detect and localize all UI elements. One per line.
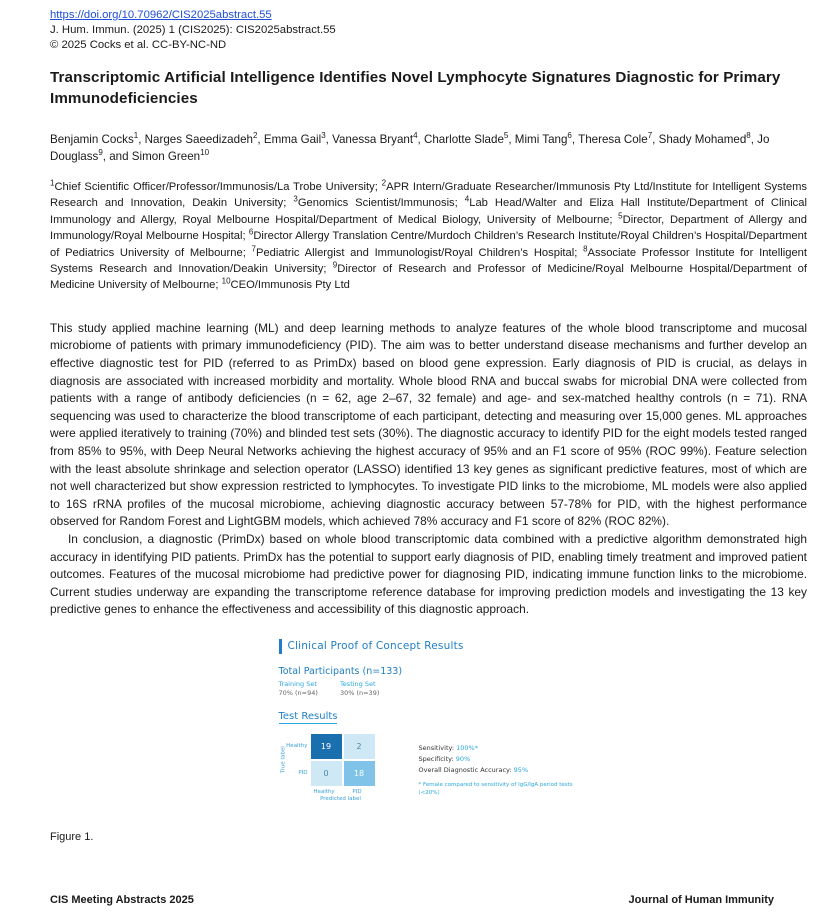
matrix-cell-1-0: 0 xyxy=(310,760,343,787)
journal-citation: J. Hum. Immun. (2025) 1 (CIS2025): CIS2025abstract.55 xyxy=(50,24,336,36)
matrix-cell-1-1: 18 xyxy=(343,760,376,787)
footer-left: CIS Meeting Abstracts 2025 xyxy=(50,894,194,906)
page-title: Transcriptomic Artificial Intelligence Identifies Novel Lymphocyte Signatures Diagnostic for Primary Immunodeficiencies xyxy=(50,69,781,107)
metric-accuracy xyxy=(419,765,579,776)
test-results-heading: Test Results xyxy=(278,710,338,722)
figure-title: Clinical Proof of Concept Results xyxy=(287,640,464,653)
copyright-line: © 2025 Cocks et al. CC-BY-NC-ND xyxy=(50,39,227,51)
footer-right: Journal of Human Immunity xyxy=(628,894,774,906)
abstract-paragraph-1: This study applied machine learning (ML) and deep learning methods to analyze features of the whole blood transcriptome and mucosal microbiome of patients with primary immunodeficiency (PID). The aim was to better understand disease mechanisms and further develop an effective diagnostic test for PID (referred to as PrimDx) based on blood gene expression. Early diagnosis of PID is crucial, as delays in diagnosis are associated with increased morbidity and mortality. Whole blood RNA and buccal swabs for microbial DNA were collected from patients with a range of antibody deficiencies (n = 62, age 2–67, 32 female) and age- and sex-matched healthy controls (n = 71). RNA sequencing was used to characterize the blood transcriptome of each participant, detecting and measuring over 15,000 genes. ML approaches were applied iteratively to training (70%) and blinded test sets (30%). The diagnostic accuracy to identify PID for the eight models tested ranged from 85% to 95%, with Deep Neural Networks achieving the highest accuracy of 95% and an F1 score of 95% (ROC 99%). Feature selection with the least absolute shrinkage and selection operator (LASSO) identified 13 key genes as significant predictive features, most of which are not well characterized but show expression restricted to lymphocytes. To investigate PID links to the microbiome, ML models were also applied to 16S rRNA profiles of the mucosal microbiome, achieving diagnostic accuracy between 57-78% for PID, with the highest performance observed for Random Forest and LightGBM models, which achieved 78% accuracy and F1 score of 82% (ROC 82%). xyxy=(50,320,807,529)
doi-link[interactable]: https://doi.org/10.70962/CIS2025abstract.55 xyxy=(50,9,272,21)
dataset-splits xyxy=(279,680,579,698)
abstract xyxy=(50,320,807,619)
affiliations: $^1$Chief Scientific Officer/Professor/Immunosis/La Trobe University; $^2$APR Intern/Graduate Researcher/Immunosis Pty Ltd/Institute for Intelligent Systems Research and Innovation, Deakin University; $^3$Genomics Scientist/Immunosis; $^4$Lab Head/Walter and Eliza Hall Institute/Department of Clinical Immunology and Allergy, Royal Melbourne Hospital/Department of Medical Biology, University of Melbourne; $^5$Director, Department of Allergy and Immunology/Royal Melbourne Hospital; $^6$Director Allergy Translation Centre/Murdoch Children’s Research Institute/Royal Children’s Hospital/Department of Pediatrics University of Melbourne; $^7$Pediatric Allergist and Immunologist/Royal Children’s Hospital; $^8$Associate Professor Institute for Intelligent Systems Research and Innovation/Deakin University; $^9$Director of Research and Professor of Medicine/Royal Melbourne Hospital/Department of Medicine University of Melbourne; $^{10}$CEO/Immunosis Pty Ltd xyxy=(50,178,807,292)
clinical-results-figure xyxy=(279,639,579,819)
metric-specificity-value: 90% xyxy=(455,754,471,763)
split-training xyxy=(279,680,318,698)
matrix-y-ticks xyxy=(288,733,310,787)
figure-container xyxy=(50,639,807,819)
matrix-x-tick-healthy: Healthy xyxy=(313,788,335,795)
matrix-x-tick-pid: PID xyxy=(352,788,362,795)
split-testing-label: Testing Set xyxy=(339,679,376,688)
matrix-y-tick-pid: PID xyxy=(298,770,308,777)
split-training-label: Training Set xyxy=(278,679,317,688)
metric-footnote: * Female compared to sensitivity of IgG/IgA period tests (<20%) xyxy=(418,781,573,796)
metric-specificity xyxy=(419,754,579,765)
figure-caption: Figure 1. xyxy=(50,830,94,843)
metrics-list xyxy=(419,743,579,797)
article-content xyxy=(50,8,807,843)
matrix-cell-0-0: 19 xyxy=(310,733,343,760)
split-testing xyxy=(340,680,379,698)
figure-heading xyxy=(279,639,579,654)
page-footer xyxy=(50,894,774,906)
metric-accuracy-value: 95% xyxy=(513,765,529,774)
split-training-value: 70% (n=94) xyxy=(278,688,318,697)
metric-sensitivity-label: Sensitivity: xyxy=(418,743,455,752)
metric-sensitivity-value: 100%* xyxy=(456,743,478,752)
author-list: Benjamin Cocks$^1$, Narges Saeedizadeh$^2$, Emma Gail$^3$, Vanessa Bryant$^4$, Charlotte Slade$^5$, Mimi Tang$^6$, Theresa Cole$^7$, Shady Mohamed$^8$, Jo Douglass$^9$, and Simon Green$^{10}$ xyxy=(50,131,770,163)
metric-accuracy-label: Overall Diagnostic Accuracy: xyxy=(418,765,512,774)
split-testing-value: 30% (n=39) xyxy=(339,688,380,697)
matrix-y-axis-label: True label xyxy=(280,746,286,774)
abstract-paragraph-2: In conclusion, a diagnostic (PrimDx) based on whole blood transcriptomic data combined with a predictive algorithm demonstrated high accuracy in identifying PID patients. PrimDx has the potential to support early diagnosis of PID, enabling timely treatment and improved patient outcomes. Features of the mucosal microbiome had predictive power for diagnosing PID, indicating immune function links to the microbiome. Current studies underway are expanding the transcriptome reference database for improving prediction models and investigating the 13 key predictive genes to enhance the effectiveness and accessibility of this diagnostic approach. xyxy=(50,531,807,617)
metric-specificity-label: Specificity: xyxy=(418,754,454,763)
accent-bar-icon xyxy=(279,639,282,654)
metric-sensitivity xyxy=(419,743,579,754)
matrix-cell-0-1: 2 xyxy=(343,733,376,760)
matrix-y-tick-healthy: Healthy xyxy=(286,743,308,750)
confusion-matrix xyxy=(310,733,376,787)
participants-heading: Total Participants (n=133) xyxy=(278,665,403,677)
matrix-x-axis-label: Predicted label xyxy=(320,795,361,802)
